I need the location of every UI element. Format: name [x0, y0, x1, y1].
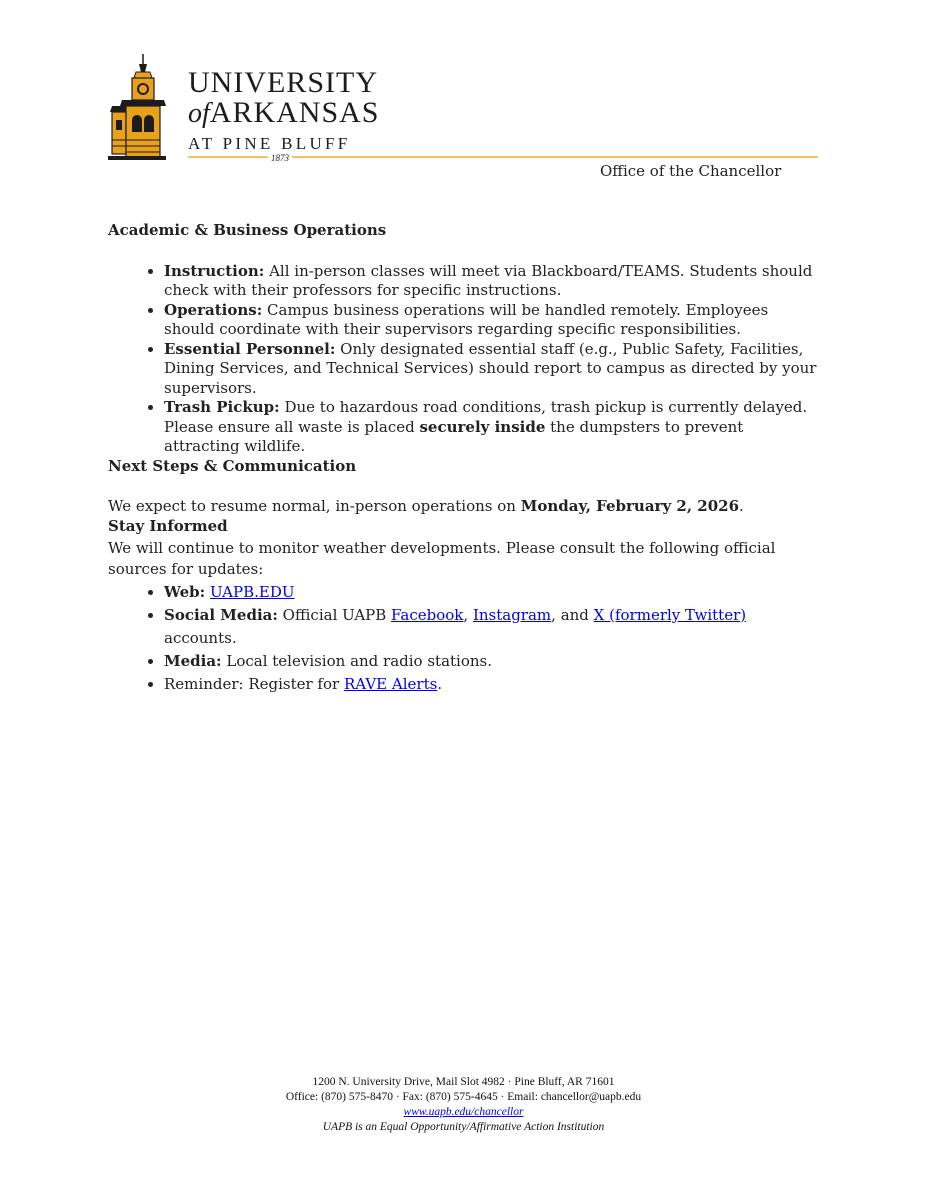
- item-text: Official UAPB: [277, 606, 392, 624]
- letter-footer: [0, 1075, 927, 1135]
- item-label: Essential Personnel:: [164, 339, 336, 358]
- resume-text: We expect to resume normal, in-person operations on: [108, 497, 521, 515]
- university-logo: [108, 54, 388, 162]
- resume-date: Monday, February 2, 2026: [520, 497, 740, 515]
- section-heading-next-steps: Next Steps & Communication: [108, 456, 357, 475]
- wordmark-arkansas: ARKANSAS: [209, 96, 380, 129]
- list-item: [164, 262, 820, 301]
- item-text: , and: [551, 606, 594, 624]
- operations-list: [108, 262, 820, 457]
- item-text: ,: [463, 606, 473, 624]
- x-twitter-link[interactable]: X (formerly Twitter): [593, 606, 747, 624]
- resume-period: .: [739, 497, 744, 515]
- section-heading-stay-informed: Stay Informed: [108, 516, 228, 535]
- item-text: Campus business operations will be handled remotely. Employees should coordinate with their supervisors regarding specific responsibilities.: [164, 300, 769, 338]
- item-label: Trash Pickup:: [164, 398, 280, 416]
- list-item: [164, 650, 820, 673]
- item-text: Due to hazardous road conditions, trash pickup is currently delayed. Please ensure all waste is placed: [164, 398, 808, 436]
- uapb-web-link[interactable]: UAPB.EDU: [209, 583, 295, 601]
- item-emphasis: securely inside: [419, 417, 546, 436]
- footer-contact: Office: (870) 575-8470 · Fax: (870) 575-4645 · Email: chancellor@uapb.edu: [285, 1091, 642, 1103]
- university-wordmark: [188, 68, 380, 154]
- resume-paragraph: [108, 497, 820, 517]
- footer-web-link[interactable]: www.uapb.edu/chancellor: [403, 1106, 524, 1118]
- item-text: Reminder: Register for: [164, 675, 344, 693]
- facebook-link[interactable]: Facebook: [391, 606, 464, 624]
- item-label: Instruction:: [164, 261, 265, 280]
- footer-address: 1200 N. University Drive, Mail Slot 4982 · Pine Bluff, AR 71601: [312, 1076, 615, 1088]
- item-label: Social Media:: [164, 606, 278, 624]
- sources-list: [108, 581, 820, 696]
- item-text: Local television and radio stations.: [221, 652, 493, 670]
- wordmark-university: UNIVERSITY: [188, 66, 378, 99]
- rave-alerts-link[interactable]: RAVE Alerts: [343, 675, 438, 693]
- list-item: [164, 398, 820, 457]
- instagram-link[interactable]: Instagram: [472, 606, 552, 624]
- item-label: Web:: [164, 583, 206, 601]
- list-item: [164, 340, 820, 399]
- list-item: [164, 604, 820, 650]
- item-text: All in-person classes will meet via Blackboard/TEAMS. Students should check with their professors for specific instructions.: [164, 261, 813, 299]
- wordmark-pine-bluff: AT PINE BLUFF: [188, 134, 351, 153]
- item-text: the dumpsters to prevent attracting wildlife.: [164, 417, 744, 455]
- founding-year: 1873: [268, 153, 292, 163]
- item-text: accounts.: [164, 629, 237, 647]
- item-text: Only designated essential staff (e.g., Public Safety, Facilities, Dining Services, and Technical Services) should report to campus as directed by your supervisors.: [164, 339, 817, 397]
- item-label: Media:: [164, 652, 222, 670]
- list-item: [164, 581, 820, 604]
- office-title: Office of the Chancellor: [600, 162, 782, 180]
- list-item: [164, 673, 820, 696]
- clock-tower-icon: [108, 54, 178, 160]
- stay-informed-intro: We will continue to monitor weather developments. Please consult the following official sources for updates:: [108, 539, 776, 578]
- letter-body: [108, 221, 820, 696]
- list-item: [164, 301, 820, 340]
- item-text: .: [437, 675, 443, 693]
- footer-eeo-statement: UAPB is an Equal Opportunity/Affirmative Action Institution: [322, 1121, 605, 1133]
- item-label: Operations:: [164, 300, 263, 319]
- section-heading-operations: Academic & Business Operations: [108, 221, 387, 239]
- wordmark-of: of: [188, 98, 210, 129]
- wordmark-of-arkansas: [188, 98, 380, 132]
